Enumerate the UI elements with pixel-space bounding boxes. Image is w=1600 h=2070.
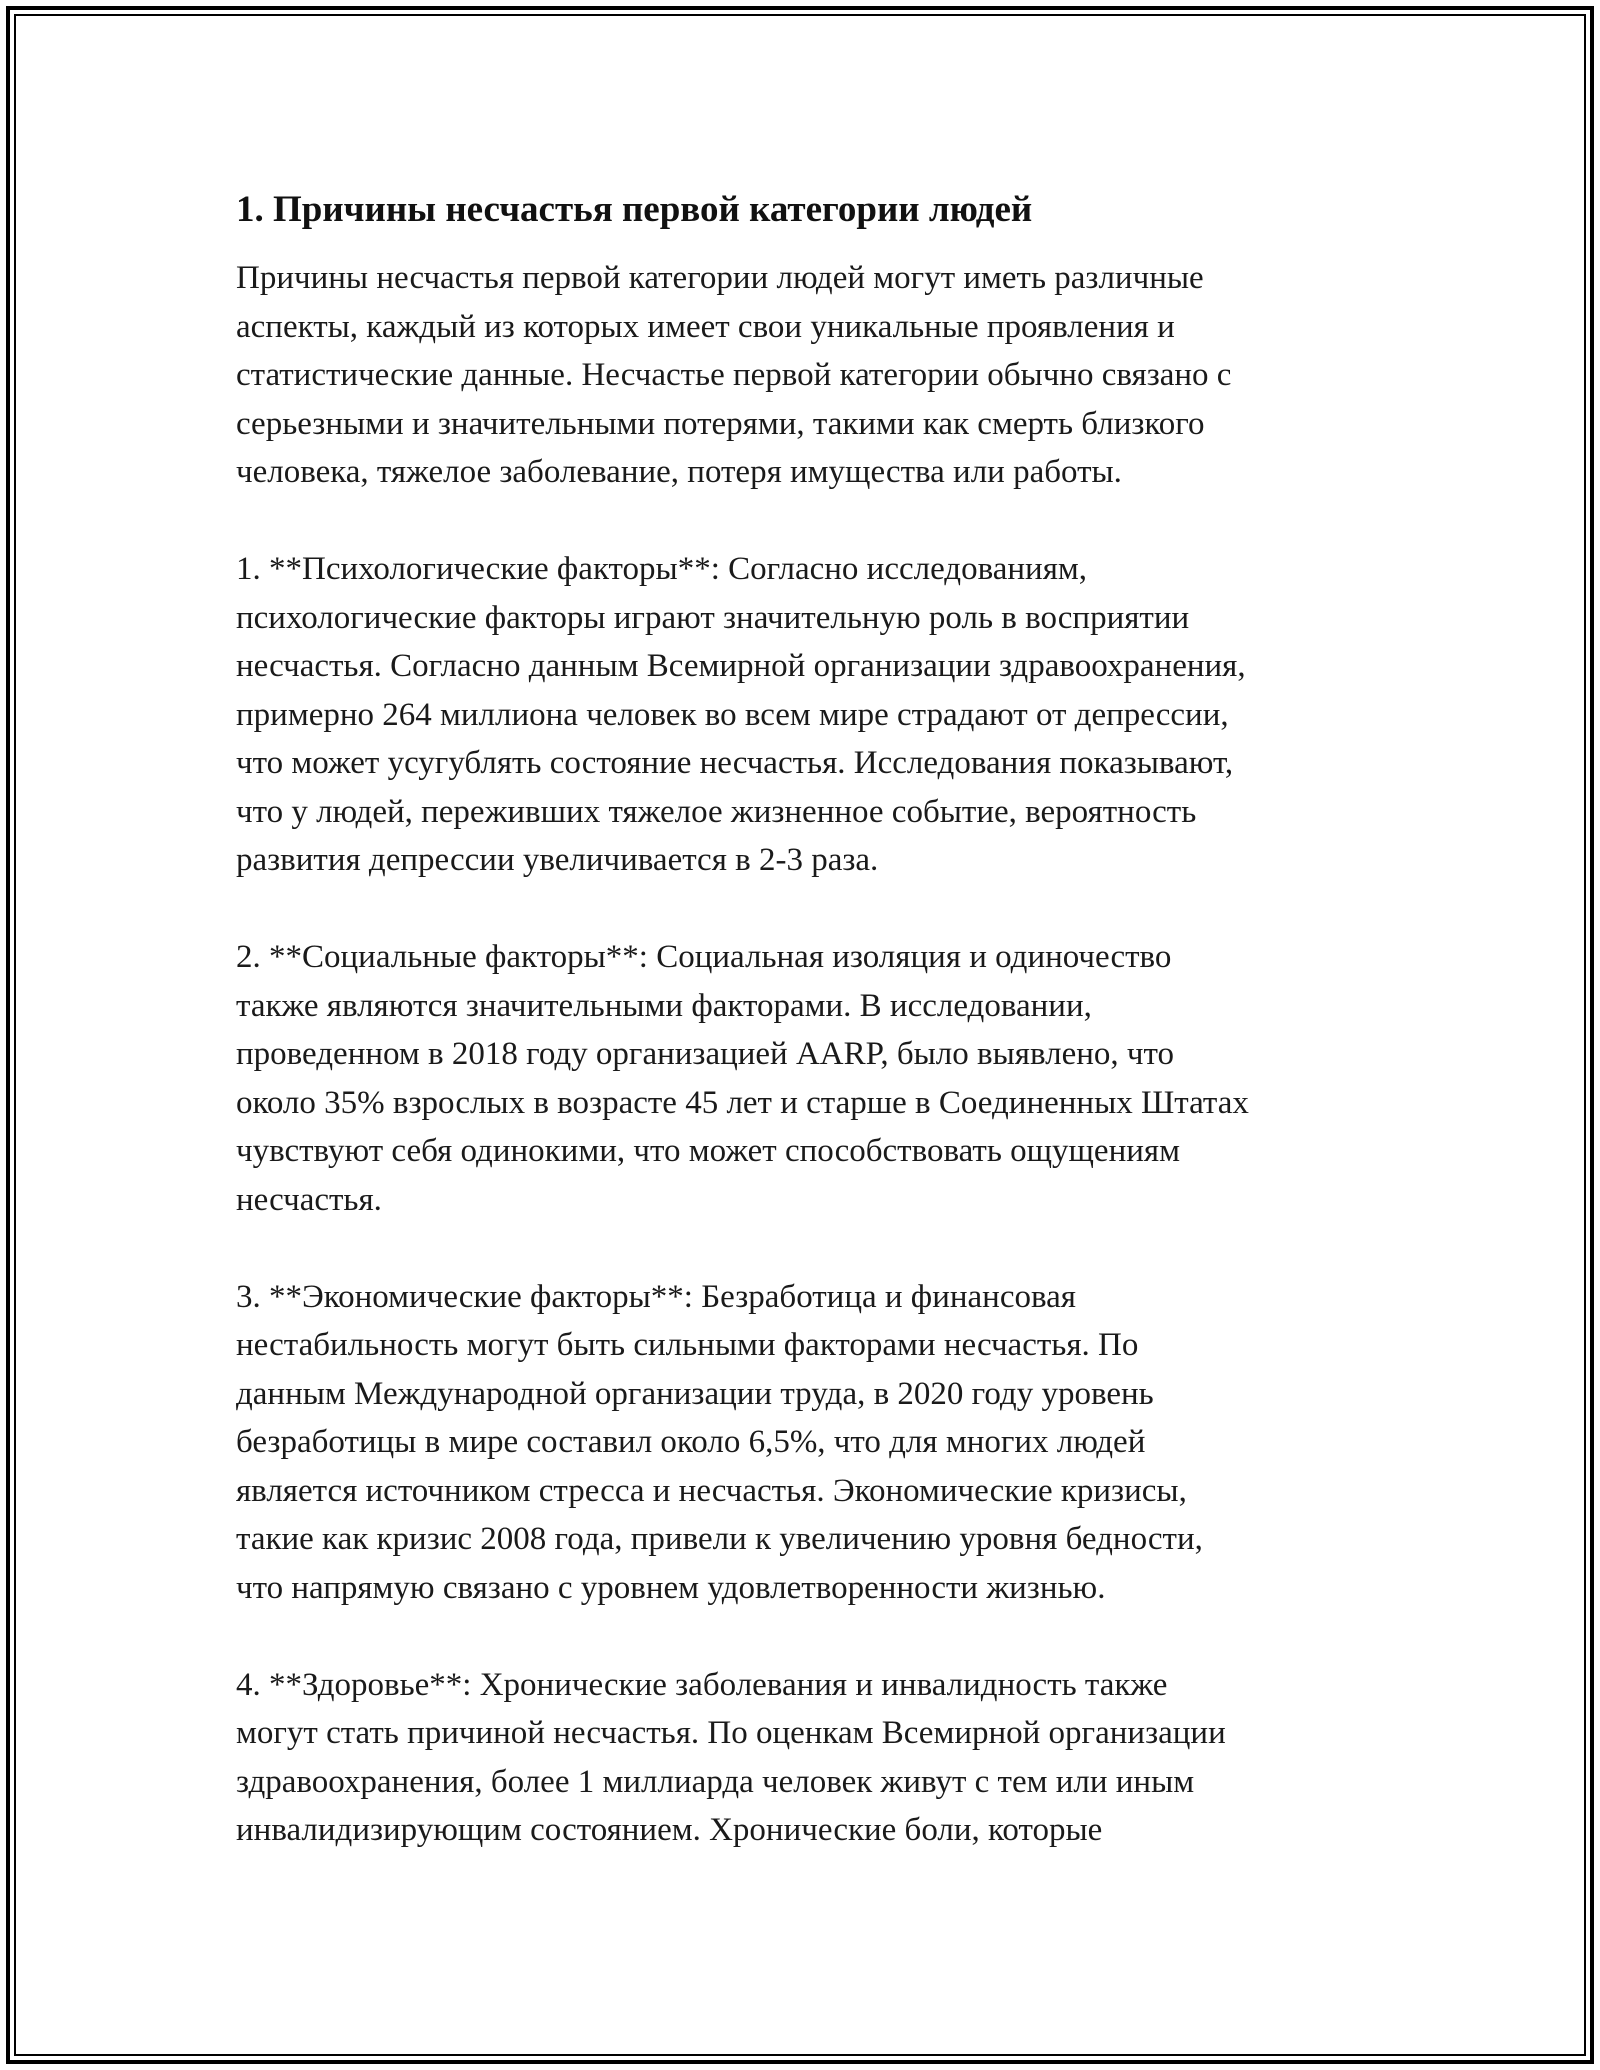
text-line: около 35% взрослых в возрасте 45 лет и старше в Соединенных Штатах [236,1084,1249,1121]
document-body [236,186,1366,1903]
text-line: является источником стресса и несчастья. Экономические кризисы, [236,1472,1187,1509]
text-line: развития депрессии увеличивается в 2-3 раза. [236,842,879,878]
text-line: человека, тяжелое заболевание, потеря имущества или работы. [236,454,1122,490]
text-line: несчастья. [236,1181,382,1218]
text-line: что напрямую связано с уровнем удовлетворенности жизнью. [236,1569,1106,1606]
text-line: чувствуют себя одинокими, что может способствовать ощущениям [236,1133,1180,1169]
paragraph-intro [236,254,1366,497]
text-line: 1. **Психологические факторы**: Согласно исследованиям, [236,551,1088,587]
text-line: такие как кризис 2008 года, привели к увеличению уровня бедности, [236,1521,1203,1557]
text-line: аспекты, каждый из которых имеет свои уникальные проявления и [236,308,1175,345]
text-line: психологические факторы играют значительную роль в восприятии [236,599,1190,636]
text-line: что у людей, переживших тяжелое жизненное событие, вероятность [236,793,1197,830]
text-line: могут стать причиной несчастья. По оценкам Всемирной организации [236,1715,1226,1751]
paragraph-social-factors [236,933,1366,1224]
text-line: что может усугублять состояние несчастья. Исследования показывают, [236,745,1234,781]
text-line: также являются значительными факторами. В исследовании, [236,987,1092,1024]
text-line: 4. **Здоровье**: Хронические заболевания и инвалидность также [236,1666,1168,1703]
text-line: статистические данные. Несчастье первой категории обычно связано с [236,357,1232,393]
text-line: инвалидизирующим состоянием. Хронические боли, которые [236,1812,1103,1848]
text-line: нестабильность могут быть сильными факторами несчастья. По [236,1327,1139,1363]
paragraph-health [236,1661,1366,1855]
text-line: Причины несчастья первой категории людей могут иметь различные [236,260,1204,296]
paragraph-economic-factors [236,1273,1366,1613]
text-line: серьезными и значительными потерями, такими как смерть близкого [236,405,1205,442]
text-line: несчастья. Согласно данным Всемирной организации здравоохранения, [236,648,1246,684]
text-line: 3. **Экономические факторы**: Безработица и финансовая [236,1278,1076,1315]
text-line: данным Международной организации труда, в 2020 году уровень [236,1375,1154,1412]
text-line: проведенном в 2018 году организацией AARP, было выявлено, что [236,1036,1174,1072]
paragraph-psychological-factors [236,545,1366,885]
text-line: безработицы в мире составил около 6,5%, что для многих людей [236,1424,1146,1460]
text-line: 2. **Социальные факторы**: Социальная изоляция и одиночество [236,939,1172,975]
text-line: примерно 264 миллиона человек во всем мире страдают от депрессии, [236,696,1229,733]
page-title: 1. Причины несчастья первой категории людей [236,189,1033,230]
text-line: здравоохранения, более 1 миллиарда человек живут с тем или иным [236,1763,1195,1800]
